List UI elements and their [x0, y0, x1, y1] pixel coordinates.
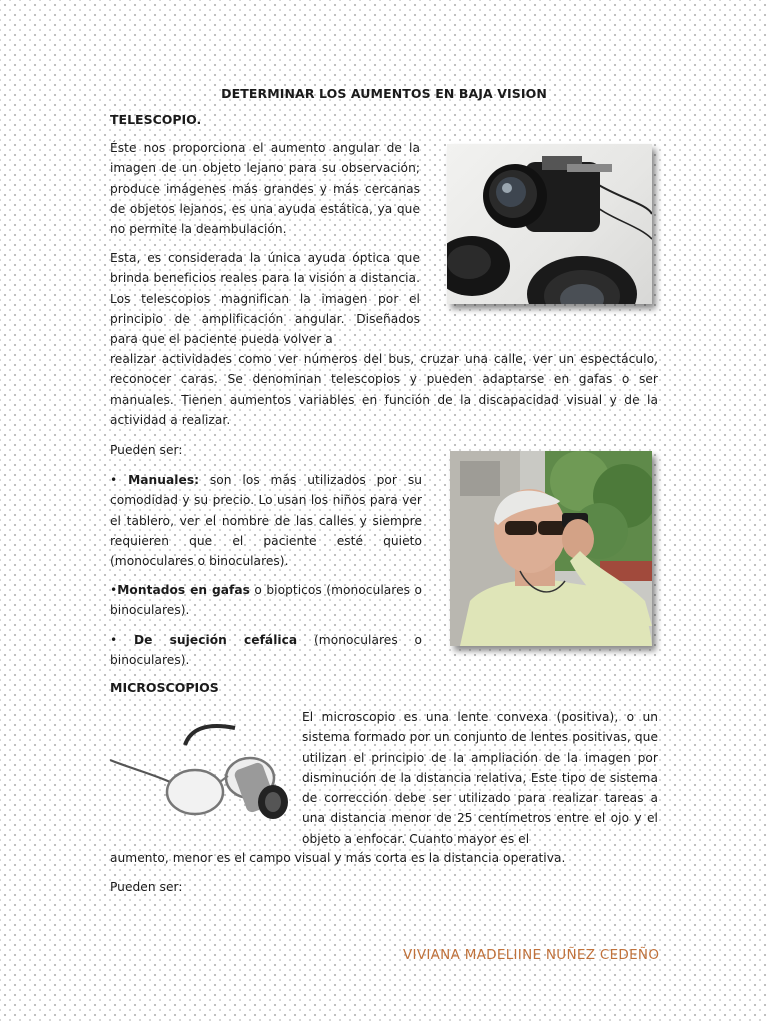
item-text: son los más utilizados por su comodidad y su precio. Lo usan los niños para ver el tablero, ver el nombre de las calles y siempre requieren que el paciente esté quieto (monoculares o binoculares). — [110, 473, 422, 569]
document-footer-author: VIVIANA MADELIINE NUÑEZ CEDEÑO — [403, 947, 660, 963]
microscopios-paragraph-wrapped: El microscopio es una lente convexa (positiva), o un sistema formado por un conjunto de lentes positivas, que utilizan el principio de la ampliación de la imagen por disminución de la distancia relativa, Este tipo de sistema de corrección debe ser utilizado para realizar tareas a una distancia menor de 25 centímetros entre el ojo y el objeto a enfocar. Cuanto mayor es el — [302, 710, 658, 846]
telescopio-paragraph-2-full: realizar actividades como ver números del bus, cruzar una calle, ver un espectáculo, reconocer caras. Se denominan telescopios y pueden adaptarse en gafas o ser manuales. Tienen aumentos variables en función de la discapacidad visual y de la actividad a realizar. — [110, 352, 658, 427]
microscopios-pueden-ser: Pueden ser: — [110, 880, 183, 894]
bullet: • — [110, 583, 118, 597]
item-label: Manuales: — [128, 473, 200, 487]
telescope-lenses-drawing — [447, 144, 652, 304]
telescope-lenses-photo — [447, 144, 652, 304]
telescopio-paragraph-2-wrapped: Esta, es considerada la única ayuda óptica que brinda beneficios reales para la visión a distancia. Los telescopios magnifican la imagen por el principio de amplificación angular. Diseñados para que el paciente pueda volver a — [110, 251, 420, 347]
list-item-montados-en-gafas — [110, 580, 422, 621]
item-text: o biopticos (monoculares o binoculares). — [110, 583, 422, 618]
man-using-monocular-photo — [450, 451, 652, 646]
document-title: DETERMINAR LOS AUMENTOS EN BAJA VISION — [221, 86, 547, 101]
microscope-glasses-drawing — [110, 720, 295, 825]
telescopio-paragraph-1: Éste nos proporciona el aumento angular de la imagen de un objeto lejano para su observación; produce imágenes más grandes y más cercanas de objetos lejanos, es una ayuda estática, ya que no permite la deambulación. — [110, 141, 420, 237]
telescopio-pueden-ser: Pueden ser: — [110, 443, 183, 457]
item-text: (monoculares o binoculares). — [110, 633, 422, 668]
bullet: • — [110, 633, 118, 647]
man-monocular-drawing — [450, 451, 652, 646]
item-label: Montados en gafas — [117, 583, 250, 597]
list-item-manuales — [110, 470, 422, 571]
bullet: • — [110, 473, 118, 487]
section-heading-microscopios: MICROSCOPIOS — [110, 680, 219, 695]
section-heading-telescopio: TELESCOPIO. — [110, 112, 202, 127]
item-label: De sujeción cefálica — [134, 633, 298, 647]
microscope-glasses-photo — [110, 720, 295, 825]
list-item-sujecion-cefalica — [110, 630, 422, 671]
microscopios-paragraph-full: aumento, menor es el campo visual y más corta es la distancia operativa. — [110, 851, 566, 865]
